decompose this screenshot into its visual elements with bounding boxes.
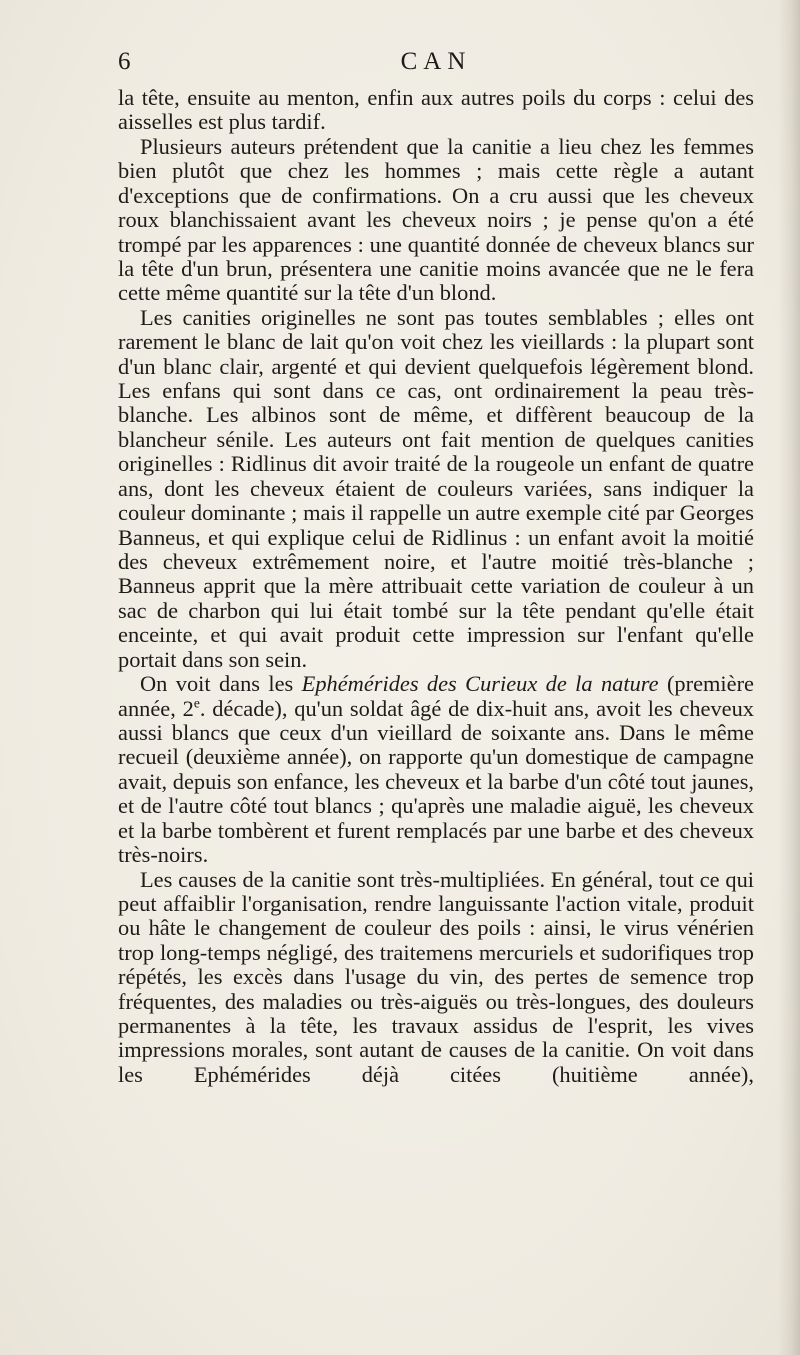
text-segment: On voit dans les [140, 671, 302, 697]
paragraph [118, 672, 754, 867]
text-segment: Les causes de la canitie sont très-multipliées. En général, tout ce qui peut affaiblir l'organisation, rendre languissante l'action vitale, produit ou hâte le changement de couleur des poils : ainsi, le virus vénérien trop long-temps négligé, des traitemens mercuriels et sudorifiques trop répétés, les excès dans l'usage du vin, des pertes de semence trop fréquentes, des maladies ou très-aiguës ou très-longues, des douleurs permanentes à la tête, les travaux assidus de l'esprit, les vives impressions morales, sont autant de causes de la canitie. On voit dans les Ephémérides déjà citées (huitième année), [118, 866, 754, 1087]
text-segment: la tête, ensuite au menton, enfin aux autres poils du corps : celui des aisselles est plus tardif. [118, 85, 754, 135]
page-edge-shadow [778, 0, 800, 1355]
text-segment: Les canities originelles ne sont pas toutes semblables ; elles ont rarement le blanc de lait qu'on voit chez les vieillards : la plupart sont d'un blanc clair, argenté et qui devient quelquefois légèrement blond. Les enfans qui sont dans ce cas, ont ordinairement la peau très-blanche. Les albinos sont de même, et diffèrent beaucoup de la blancheur sénile. Les auteurs ont fait mention de quelques canities originelles : Ridlinus dit avoir traité de la rougeole un enfant de quatre ans, dont les cheveux étaient de couleurs variées, sans indiquer la couleur dominante ; mais il rappelle un autre exemple cité par Georges Banneus, et qui explique celui de Ridlinus : un enfant avoit la moitié des cheveux extrêmement noire, et l'autre moitié très-blanche ; Banneus apprit que la mère attribuait cette variation de couleur à un sac de charbon qui lui était tombé sur la tête pendant qu'elle était enceinte, et qui avait produit cette impression sur l'enfant qu'elle portait dans son sein. [118, 304, 754, 672]
italic-title: Ephémérides des Curieux de la nature [301, 671, 659, 697]
text-segment: . décade), qu'un soldat âgé de dix-huit ans, avoit les cheveux aussi blancs que ceux d'un vieillard de soixante ans. Dans le même recueil (deuxième année), on rapporte qu'un domestique de campagne avait, depuis son enfance, les cheveux et la barbe d'un côté tout jaunes, et de l'autre côté tout blancs ; qu'après une maladie aiguë, les cheveux et la barbe tombèrent et furent remplacés par une barbe et des cheveux très-noirs. [118, 695, 754, 868]
running-head: CAN [400, 48, 472, 75]
paragraph [118, 86, 754, 135]
text-segment: Plusieurs auteurs prétendent que la canitie a lieu chez les femmes bien plutôt que chez les hommes ; mais cette règle a autant d'exceptions que de confirmations. On a cru aussi que les cheveux roux blanchissaient avant les cheveux noirs ; je pense qu'on a été trompé par les apparences : une quantité donnée de cheveux blancs sur la tête d'un brun, présentera une canitie moins avancée que ne le fera cette même quantité sur la tête d'un blond. [118, 133, 754, 306]
page-number: 6 [118, 48, 131, 75]
text-segment: (première année, 2 [118, 671, 754, 721]
paragraph [118, 868, 754, 1088]
paragraph [118, 135, 754, 306]
page-header [118, 44, 754, 84]
superscript: e [193, 695, 200, 711]
paragraph [118, 306, 754, 672]
body-text [118, 86, 754, 1087]
